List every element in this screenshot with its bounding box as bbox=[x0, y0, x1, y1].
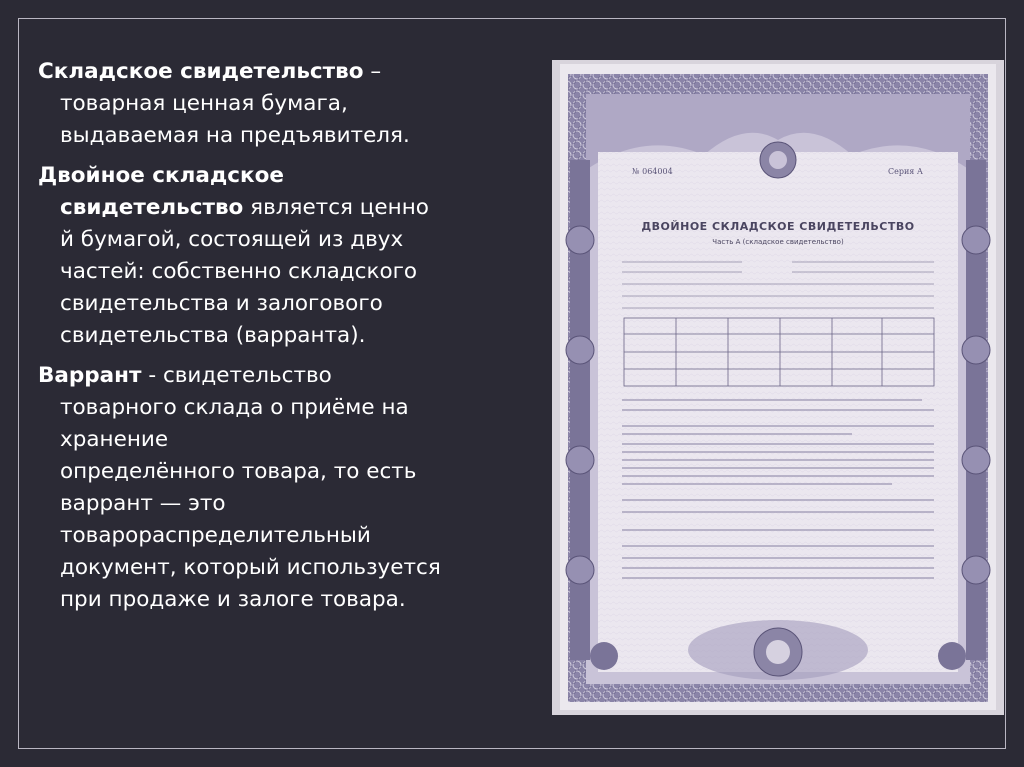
certificate-series: Серия А bbox=[888, 167, 923, 176]
certificate-number: № 064004 bbox=[632, 167, 673, 176]
certificate-illustration bbox=[552, 60, 1004, 715]
term-warehouse-certificate: Складское свидетельство bbox=[38, 59, 364, 84]
term-warrant: Варрант bbox=[38, 363, 142, 388]
paragraph-double-certificate: Двойное складское свидетельство является ценно й бумагой, состоящей из двух частей: собственно складского свидетельства и залогового свидетельства (варранта). bbox=[38, 163, 429, 348]
certificate-image bbox=[552, 60, 1004, 715]
paragraph-warehouse-certificate: Складское свидетельство – товарная ценная бумага, выдаваемая на предъявителя. bbox=[38, 59, 410, 148]
slide-text bbox=[38, 56, 538, 624]
paragraph-warrant: Варрант - свидетельство товарного склада о приёме на хранение определённого товара, то есть варрант — это товарораспределительный документ, который используется при продаже и залоге товара. bbox=[38, 363, 441, 612]
term-double-certificate: Двойное складское bbox=[38, 163, 284, 188]
certificate-subtitle: Часть А (складское свидетельство) bbox=[712, 238, 844, 246]
certificate-title: ДВОЙНОЕ СКЛАДСКОЕ СВИДЕТЕЛЬСТВО bbox=[641, 220, 915, 233]
